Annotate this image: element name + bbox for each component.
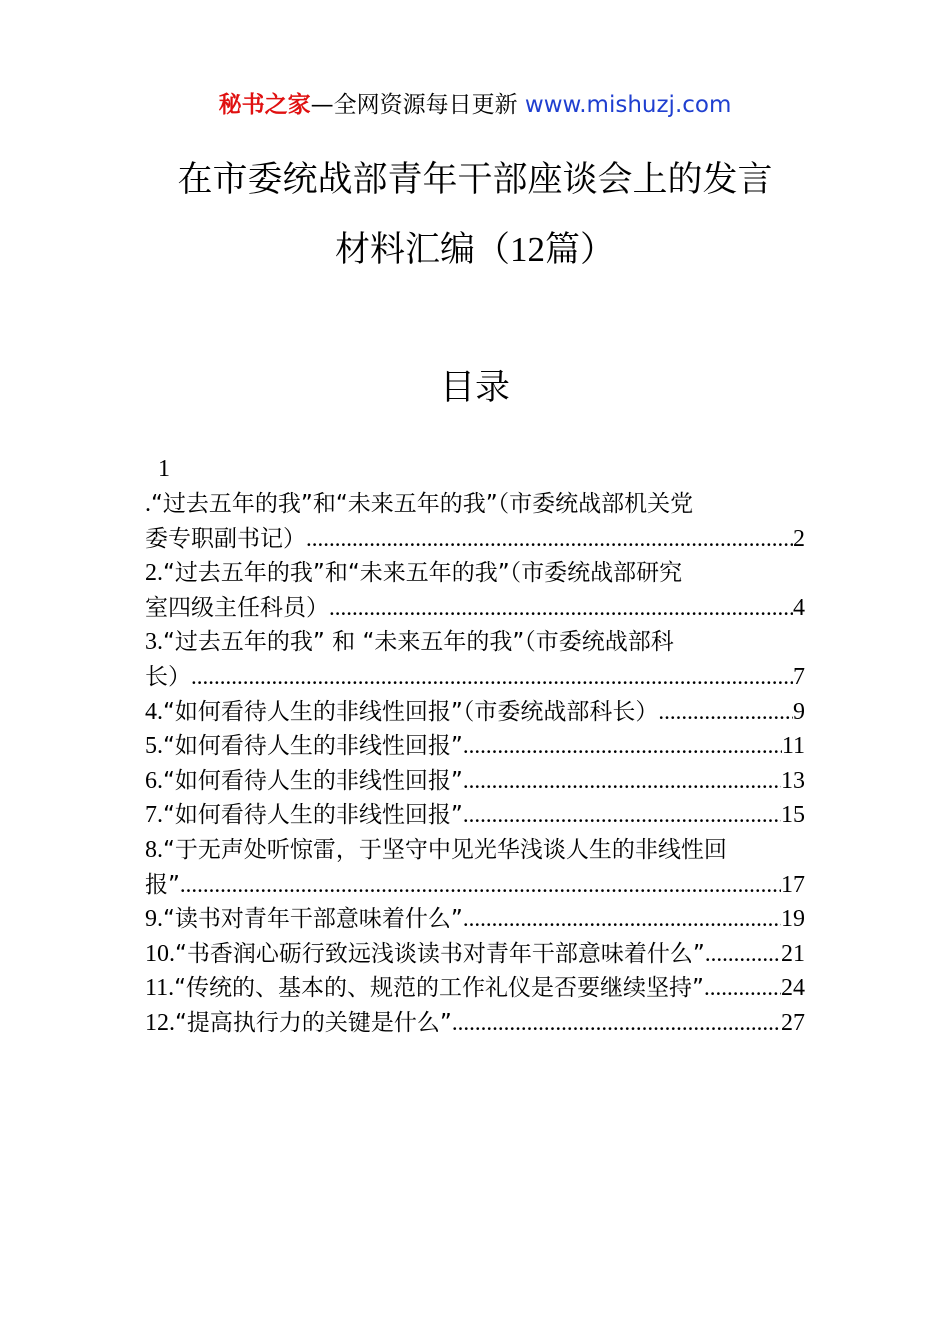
toc-entry-7[interactable] (145, 798, 805, 833)
toc-entry-prefix: . (145, 491, 151, 517)
dot-leader (463, 798, 781, 833)
brand-name: 秘书之家 (218, 92, 311, 118)
toc-entry-title: “读书对青年干部意味着什么” (163, 906, 463, 933)
toc-entry-title: “提高执行力的关键是什么” (175, 1009, 452, 1036)
toc-page-number: 15 (781, 802, 805, 829)
toc-entry-9[interactable] (145, 902, 805, 937)
toc-entry-prefix: 5. (145, 733, 163, 760)
toc-entry-4[interactable] (145, 695, 805, 730)
toc-entry-title: “如何看待人生的非线性回报”（市委统战部科长） (163, 698, 659, 725)
toc-entry-prefix: 2. (145, 560, 163, 587)
toc-heading: 目录 (439, 368, 510, 408)
toc-entry-6[interactable] (145, 764, 805, 799)
toc-entry-title: “书香润心砺行致远浅谈读书对青年干部意味着什么” (175, 940, 705, 967)
toc-entry-2-line-1[interactable] (145, 556, 805, 591)
toc-entry-title: “过去五年的我”和“未来五年的我”（市委统战部研究 (163, 560, 683, 587)
toc-entry-title: “过去五年的我”和“未来五年的我”（市委统战部机关党 (151, 491, 694, 517)
toc-page-number: 13 (781, 767, 805, 794)
dot-leader (463, 764, 781, 799)
document-title-line-1: 在市委统战部青年干部座谈会上的发言 (177, 160, 773, 200)
dot-leader (704, 971, 781, 1006)
toc-entry-prefix: 4. (145, 698, 163, 725)
toc-entry-prefix: 7. (145, 802, 163, 829)
toc-entry-8-line-2[interactable] (145, 868, 805, 903)
toc-page-number: 17 (781, 871, 805, 898)
dot-leader (705, 937, 781, 972)
toc-entry-title: “过去五年的我” 和 “未来五年的我”（市委统战部科 (163, 629, 674, 656)
dot-leader (306, 522, 793, 557)
toc-entry-title-continued: 室四级主任科员） (145, 594, 329, 621)
toc-entry-prefix: 3. (145, 629, 163, 656)
toc-entry-prefix: 8. (145, 836, 163, 863)
toc-page-number: 27 (781, 1009, 805, 1036)
toc-entry-3-line-1[interactable] (145, 625, 805, 660)
toc-page-number: 9 (793, 698, 805, 725)
toc-entry-prefix: 11. (145, 975, 175, 1002)
toc-page-number: 24 (781, 975, 805, 1002)
dot-leader (452, 1006, 781, 1041)
dot-leader (180, 868, 781, 903)
toc-entry-1-line-2[interactable] (145, 522, 805, 557)
toc-page-number: 21 (781, 940, 805, 967)
toc-entry-prefix: 10. (145, 940, 175, 967)
banner-tagline: —全网资源每日更新 (310, 92, 525, 118)
toc-entry-10[interactable] (145, 937, 805, 972)
toc-entry-1-line-1[interactable] (145, 487, 805, 522)
toc-entry-title-continued: 长） (145, 663, 191, 690)
toc-entry-prefix: 6. (145, 767, 163, 794)
toc-page-number: 2 (793, 525, 805, 552)
dot-leader (329, 591, 793, 626)
dot-leader (191, 660, 793, 695)
toc-entry-3-line-2[interactable] (145, 660, 805, 695)
header-banner (0, 90, 950, 120)
toc-lead-number: 1 (158, 456, 170, 482)
toc-page-number: 19 (781, 906, 805, 933)
table-of-contents (145, 487, 805, 1041)
website-url[interactable]: www.mishuzj.com (524, 92, 732, 118)
toc-entry-11[interactable] (145, 971, 805, 1006)
toc-entry-5[interactable] (145, 729, 805, 764)
toc-entry-8-line-1[interactable] (145, 833, 805, 868)
toc-entry-title: “如何看待人生的非线性回报” (163, 733, 463, 760)
toc-entry-title: “于无声处听惊雷，于坚守中见光华浅谈人生的非线性回 (163, 836, 727, 863)
dot-leader (463, 902, 781, 937)
document-title-line-2 (0, 222, 950, 272)
toc-page-number: 4 (793, 594, 805, 621)
title-line-2-prefix: 材料汇编（ (334, 230, 510, 270)
title-line-2-suffix: 篇） (545, 230, 616, 270)
toc-entry-title: “如何看待人生的非线性回报” (163, 802, 463, 829)
toc-page-number: 11 (781, 733, 805, 760)
toc-entry-prefix: 9. (145, 906, 163, 933)
toc-entry-title-continued: 委专职副书记） (145, 525, 306, 552)
toc-entry-title: “传统的、基本的、规范的工作礼仪是否要继续坚持” (174, 975, 704, 1002)
toc-entry-title: “如何看待人生的非线性回报” (163, 767, 463, 794)
toc-entry-prefix: 12. (145, 1009, 175, 1036)
title-article-count: 12 (510, 230, 545, 269)
toc-page-number: 7 (793, 663, 805, 690)
toc-entry-title-continued: 报” (145, 871, 180, 898)
dot-leader (658, 695, 793, 730)
toc-entry-2-line-2[interactable] (145, 591, 805, 626)
dot-leader (463, 729, 782, 764)
toc-entry-12[interactable] (145, 1006, 805, 1041)
